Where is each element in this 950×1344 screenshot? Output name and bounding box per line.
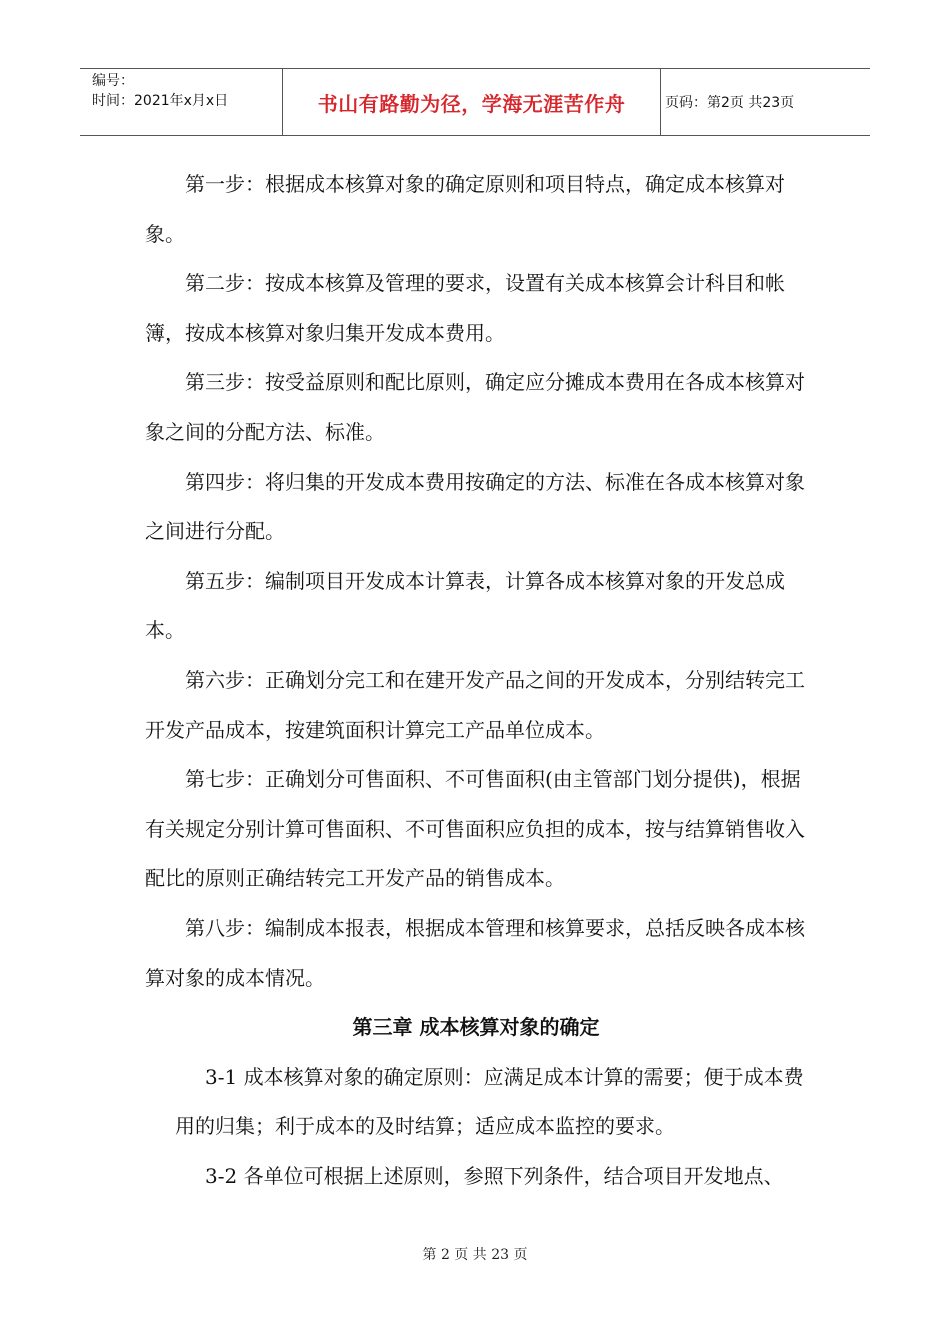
paragraph-step-4: 第四步：将归集的开发成本费用按确定的方法、标准在各成本核算对象之间进行分配。 [145, 469, 805, 544]
section-3-2: 3-2 各单位可根据上述原则，参照下列条件，结合项目开发地点、 [205, 1163, 784, 1188]
chapter-title: 第三章 成本核算对象的确定 [352, 1015, 600, 1040]
paragraph-step-2: 第二步：按成本核算及管理的要求，设置有关成本核算会计科目和帐簿，按成本核算对象归集开发成本费用。 [145, 271, 785, 345]
page-header [80, 68, 870, 136]
section-3-1: 3-1 成本核算对象的确定原则：应满足成本计算的需要；便于成本费用的归集；利于成本的及时结算；适应成本监控的要求。 [175, 1064, 804, 1139]
header-page-info: 页码：第2页 共23页 [665, 95, 795, 111]
paragraph-step-7: 第七步：正确划分可售面积、不可售面积(由主管部门划分提供)，根据有关规定分别计算可售面积、不可售面积应负担的成本，按与结算销售收入配比的原则正确结转完工开发产品的销售成本。 [145, 767, 805, 891]
page-footer: 第 2 页 共 23 页 [422, 1247, 528, 1263]
paragraph-step-5: 第五步：编制项目开发成本计算表，计算各成本核算对象的开发总成本。 [145, 568, 785, 643]
header-meta [80, 69, 283, 135]
paragraph-step-6: 第六步：正确划分完工和在建开发产品之间的开发成本，分别结转完工开发产品成本，按建筑面积计算完工产品单位成本。 [145, 667, 805, 742]
header-time-label: 时间：2021年x月x日 [92, 93, 229, 109]
paragraph-step-3: 第三步：按受益原则和配比原则，确定应分摊成本费用在各成本核算对象之间的分配方法、标准。 [145, 370, 805, 444]
header-motto: 书山有路勤为径，学海无涯苦作舟 [283, 69, 661, 135]
paragraph-step-1: 第一步：根据成本核算对象的确定原则和项目特点，确定成本核算对象。 [145, 172, 785, 246]
header-number-label: 编号： [92, 73, 134, 89]
document-body [145, 160, 815, 1201]
paragraph-step-8: 第八步：编制成本报表，根据成本管理和核算要求，总括反映各成本核算对象的成本情况。 [145, 915, 805, 990]
